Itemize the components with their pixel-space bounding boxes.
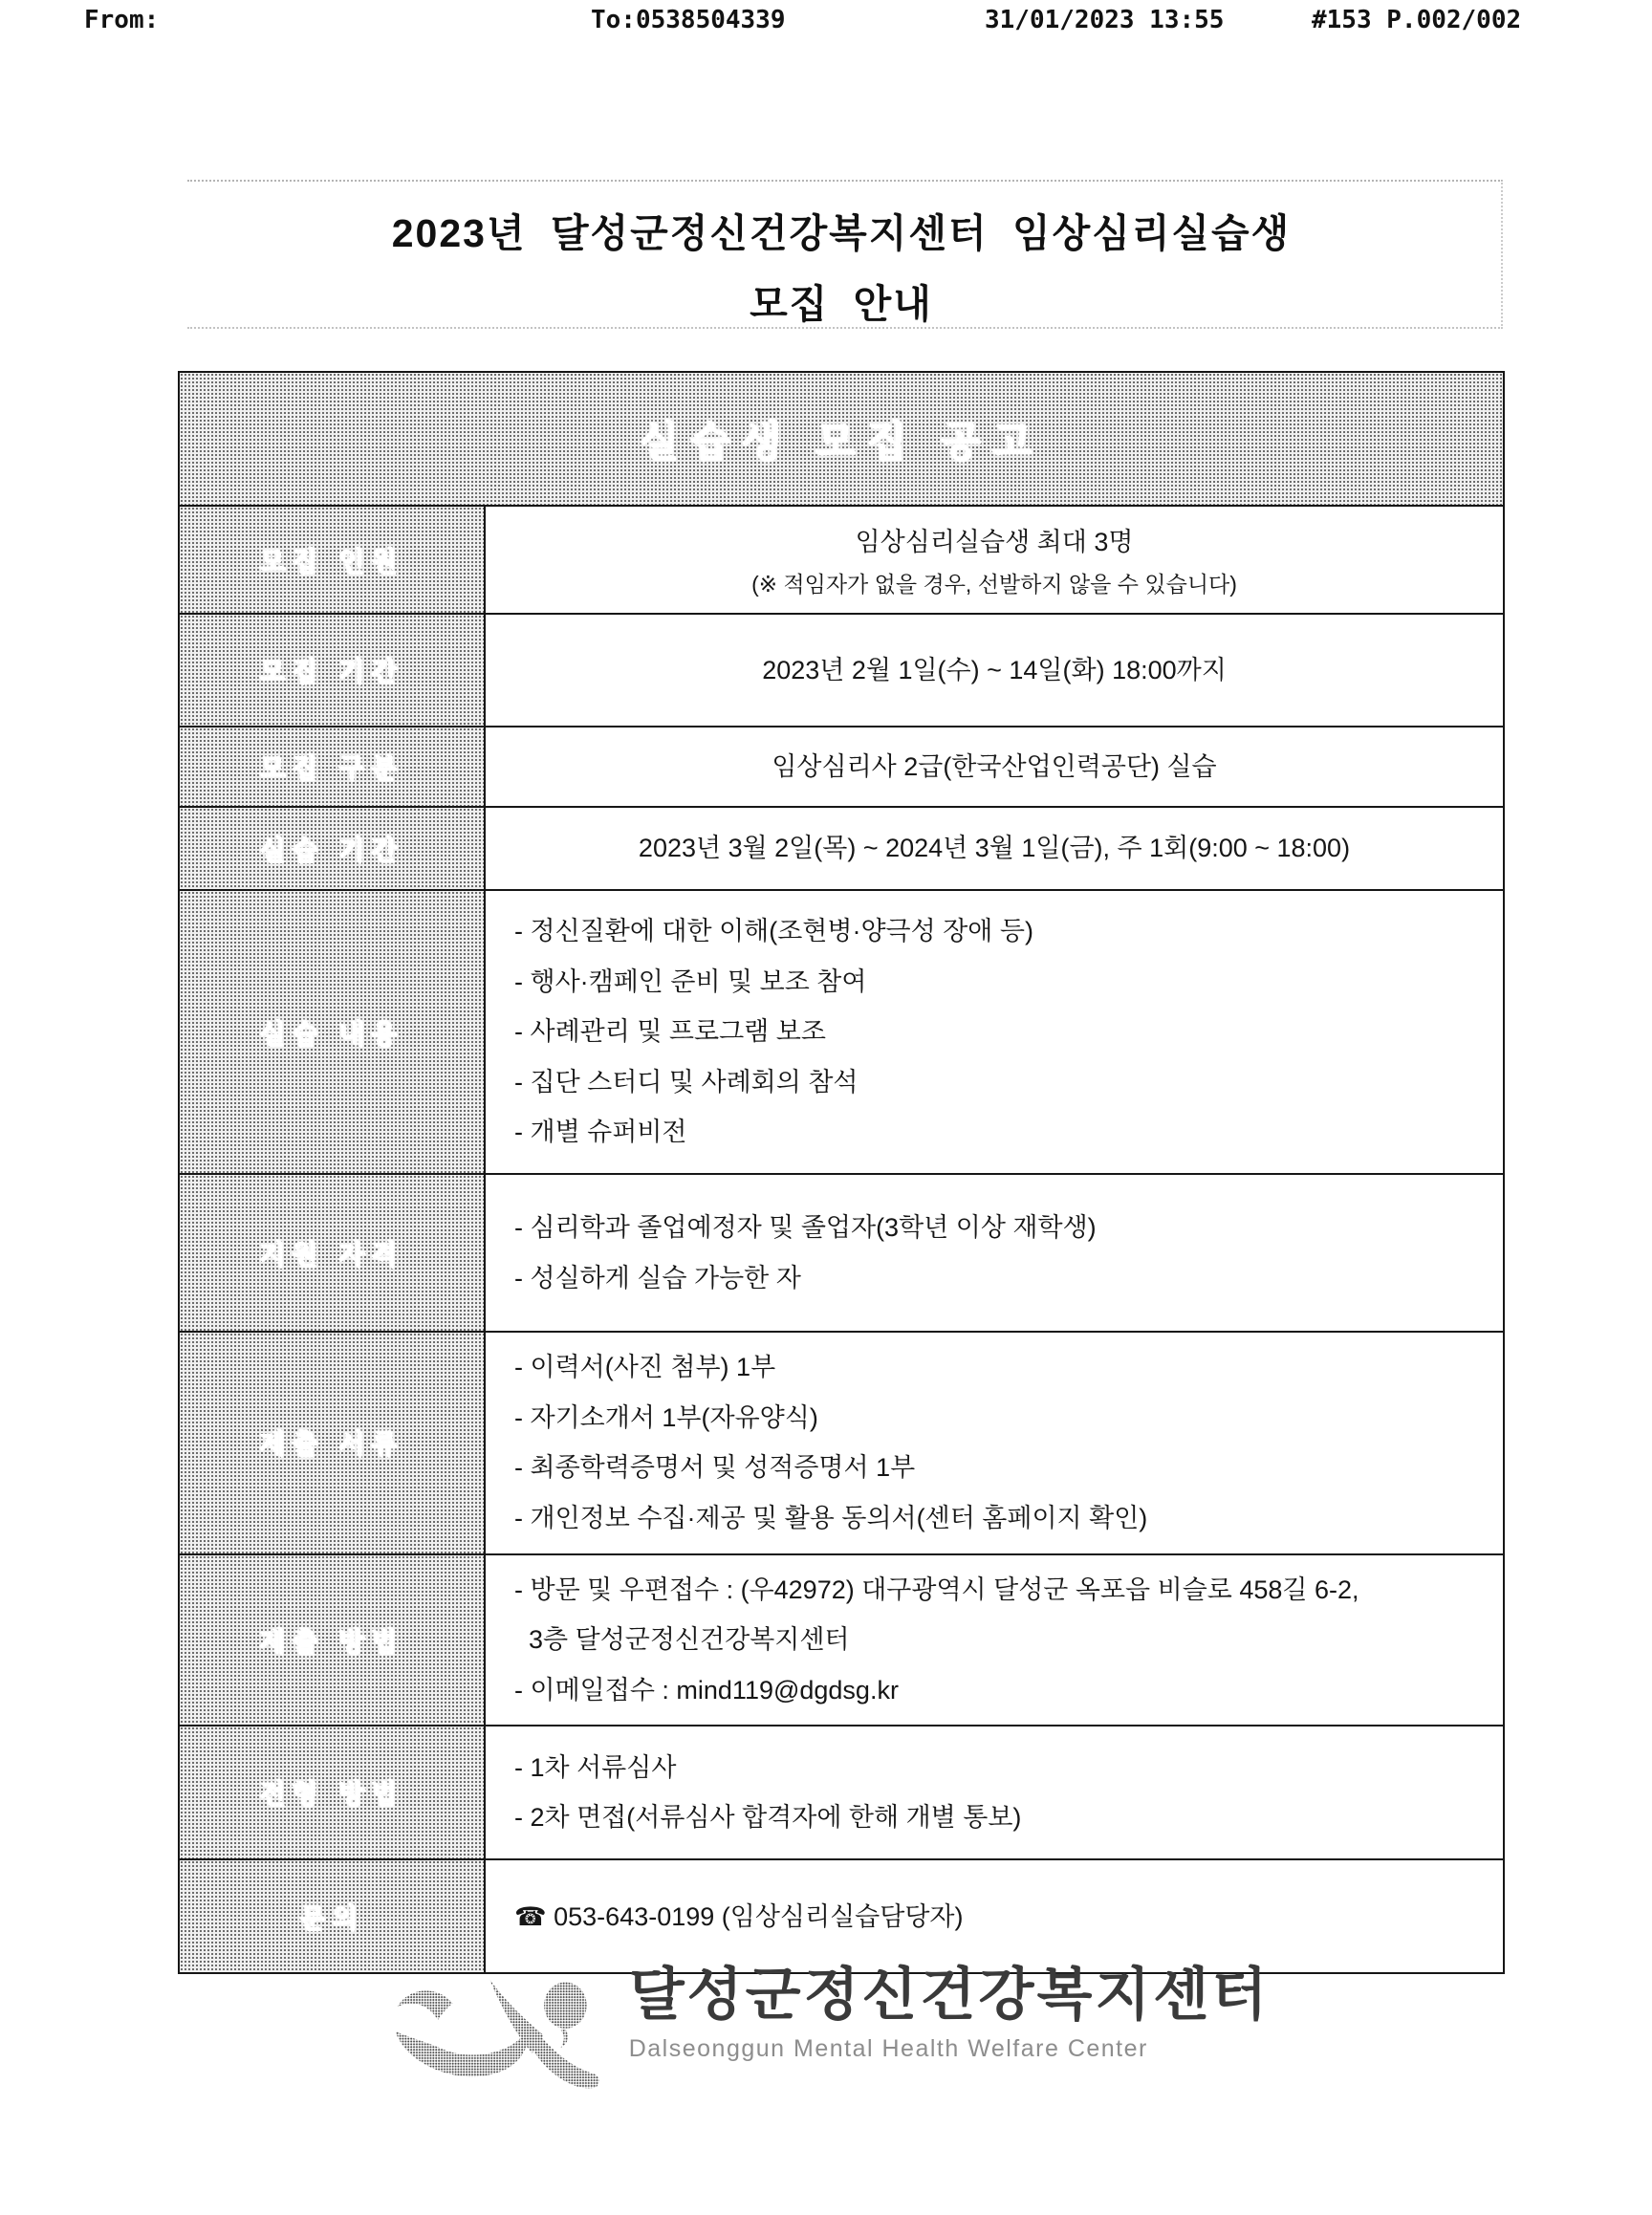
row-label-text: 모집 인원 (259, 546, 404, 576)
row-content-line: 임상심리실습생 최대 3명 (855, 527, 1134, 556)
table-row (180, 613, 1503, 726)
row-content-line: - 사례관리 및 프로그램 보조 (514, 1017, 826, 1047)
row-label-text: 제출 서류 (259, 1429, 404, 1460)
table-row (180, 1173, 1503, 1331)
row-content (484, 727, 1503, 806)
row-label (180, 808, 484, 889)
row-content-line: (※ 적임자가 없을 경우, 선발하지 않을 수 있습니다) (751, 572, 1237, 597)
row-content-line: - 방문 및 우편접수 : (우42972) 대구광역시 달성군 옥포읍 비슬로 458길 6-2, (514, 1574, 1359, 1604)
row-label (180, 507, 484, 613)
center-logo (0, 1962, 1652, 2099)
table-title-text: 실습생 모집 공고 (639, 419, 1044, 466)
row-label-text: 제출 방법 (259, 1626, 404, 1657)
row-content-line: - 2차 면접(서류심사 합격자에 한해 개별 통보) (514, 1803, 1022, 1833)
row-content (484, 1333, 1503, 1553)
row-content-line: - 집단 스터디 및 사례회의 참석 (514, 1067, 859, 1097)
row-label-text: 전형 방법 (259, 1779, 404, 1810)
row-content-line: 3층 달성군정신건강복지센터 (514, 1625, 850, 1655)
notice-table (178, 371, 1505, 1974)
table-rows (180, 505, 1503, 1972)
row-content-line: - 심리학과 졸업예정자 및 졸업자(3학년 이상 재학생) (514, 1212, 1097, 1242)
row-content (484, 808, 1503, 889)
fax-to-number: To:0538504339 (591, 6, 786, 34)
center-logo-english: Dalseonggun Mental Health Welfare Center (628, 2035, 1148, 2062)
row-label (180, 727, 484, 806)
table-row (180, 505, 1503, 613)
row-content (484, 891, 1503, 1173)
document-title (178, 199, 1505, 340)
table-row (180, 1725, 1503, 1858)
row-label-text: 모집 기간 (259, 657, 404, 686)
center-logo-korean: 달성군정신건강복지센터 (628, 1963, 1271, 2027)
fax-datetime: 31/01/2023 13:55 (985, 6, 1225, 34)
row-content (484, 1175, 1503, 1331)
row-content-line: ☎ 053-643-0199 (임상심리실습담당자) (514, 1901, 964, 1931)
row-content (484, 615, 1503, 726)
row-content-line: - 개인정보 수집·제공 및 활용 동의서(센터 홈페이지 확인) (514, 1503, 1148, 1532)
row-label (180, 1555, 484, 1726)
row-label (180, 891, 484, 1173)
fax-page-number: #153 P.002/002 (1312, 6, 1522, 34)
row-label-text: 문의 (298, 1902, 365, 1933)
table-row (180, 726, 1503, 806)
table-row (180, 1331, 1503, 1553)
row-content-line: - 이력서(사진 첨부) 1부 (514, 1353, 776, 1381)
center-logo-text (629, 1962, 1271, 2063)
row-label-text: 실습 내용 (259, 1018, 404, 1049)
row-content-line: - 이메일접수 : mind119@dgdsg.kr (514, 1675, 899, 1705)
table-row (180, 806, 1503, 889)
row-content-line: - 행사·캠페인 준비 및 보조 참여 (514, 966, 867, 996)
row-label-text: 실습 기간 (259, 835, 404, 865)
row-content (484, 507, 1503, 613)
row-content-line: - 자기소개서 1부(자유양식) (514, 1402, 818, 1432)
row-content-line: - 1차 서류심사 (514, 1752, 677, 1782)
row-content-line: - 개별 슈퍼비전 (514, 1118, 687, 1147)
row-content (484, 1555, 1503, 1726)
table-row (180, 1858, 1503, 1972)
fax-header (0, 6, 1652, 44)
row-content-line: 임상심리사 2급(한국산업인력공단) 실습 (772, 751, 1217, 781)
document-title-line1: 2023년 달성군정신건강복지센터 임상심리실습생 (391, 211, 1292, 255)
table-title-banner (180, 373, 1503, 505)
row-label-text: 모집 구분 (259, 753, 404, 783)
row-content (484, 1726, 1503, 1858)
row-label (180, 1726, 484, 1858)
center-logo-icon (382, 1973, 604, 2099)
row-label-text: 지원 자격 (259, 1239, 404, 1270)
document-title-line2: 모집 안내 (750, 281, 933, 326)
row-content-line: 2023년 2월 1일(수) ~ 14일(화) 18:00까지 (762, 655, 1227, 684)
row-content (484, 1860, 1503, 1972)
row-label (180, 1175, 484, 1331)
row-content-line: - 정신질환에 대한 이해(조현병·양극성 장애 등) (514, 916, 1033, 945)
fax-from-label: From: (84, 6, 160, 34)
row-label (180, 1333, 484, 1553)
row-content-line: - 최종학력증명서 및 성적증명서 1부 (514, 1453, 916, 1483)
row-label (180, 615, 484, 726)
row-content-line: 2023년 3월 2일(목) ~ 2024년 3월 1일(금), 주 1회(9:00 ~ 18:00) (638, 834, 1351, 863)
table-row (180, 889, 1503, 1173)
row-content-line: - 성실하게 실습 가능한 자 (514, 1263, 801, 1292)
row-label (180, 1860, 484, 1972)
table-row (180, 1553, 1503, 1726)
